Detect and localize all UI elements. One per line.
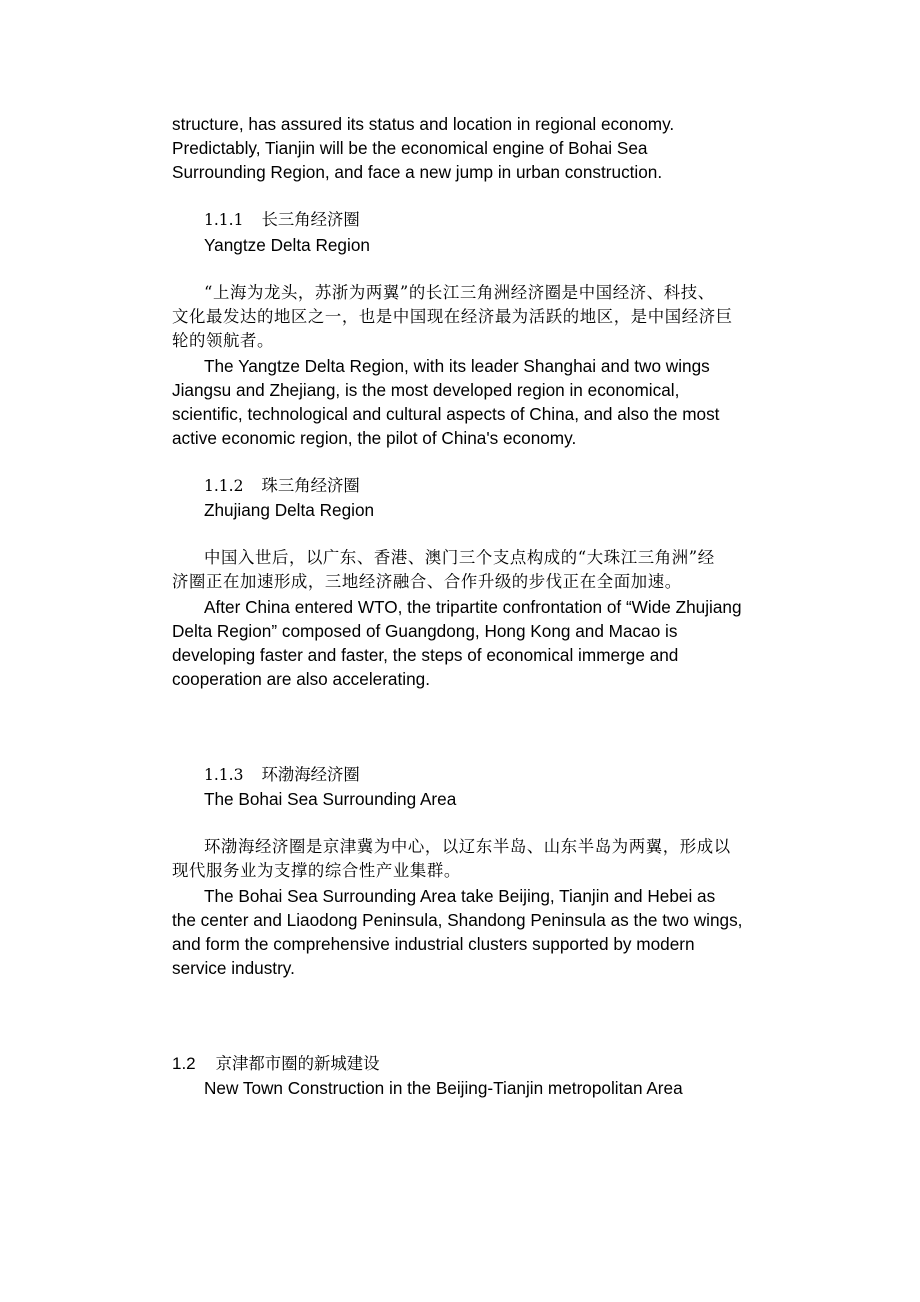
zh-paragraph-line: 文化最发达的地区之一，也是中国现在经济最为活跃的地区，是中国经济巨 (172, 307, 733, 326)
section-title-zh: 环渤海经济圈 (261, 765, 360, 784)
zh-paragraph-line: “上海为龙头，苏浙为两翼”的长江三角洲经济圈是中国经济、科技、 (204, 283, 715, 302)
en-paragraph-line: service industry. (172, 958, 295, 978)
intro-line-1: structure, has assured its status and location in regional economy. (172, 114, 675, 134)
section-title-zh: 珠三角经济圈 (261, 476, 360, 495)
section-heading (204, 474, 360, 498)
en-paragraph-line: cooperation are also accelerating. (172, 669, 430, 689)
chapter-number: 1.2 (172, 1054, 196, 1073)
en-paragraph-line: Delta Region” composed of Guangdong, Hong Kong and Macao is (172, 621, 678, 641)
en-paragraph-line: The Bohai Sea Surrounding Area take Beijing, Tianjin and Hebei as (204, 886, 716, 906)
section-title-en: Zhujiang Delta Region (204, 500, 375, 520)
en-paragraph-line: the center and Liaodong Peninsula, Shandong Peninsula as the two wings, (172, 910, 743, 930)
intro-line-2: Predictably, Tianjin will be the economical engine of Bohai Sea (172, 138, 648, 158)
en-paragraph-line: scientific, technological and cultural aspects of China, and also the most (172, 404, 720, 424)
en-paragraph-line: The Yangtze Delta Region, with its leader Shanghai and two wings (204, 356, 710, 376)
chapter-heading (172, 1052, 380, 1076)
chapter-title-zh: 京津都市圈的新城建设 (215, 1054, 380, 1073)
en-paragraph-line: and form the comprehensive industrial clusters supported by modern (172, 934, 695, 954)
section-title-en: The Bohai Sea Surrounding Area (204, 789, 457, 809)
zh-paragraph-line: 现代服务业为支撑的综合性产业集群。 (172, 861, 461, 880)
zh-paragraph-line: 轮的领航者。 (172, 331, 274, 350)
en-paragraph-line: active economic region, the pilot of China's economy. (172, 428, 577, 448)
zh-paragraph-line: 济圈正在加速形成，三地经济融合、合作升级的步伐正在全面加速。 (172, 572, 682, 591)
section-title-zh: 长三角经济圈 (261, 210, 360, 229)
en-paragraph-line: Jiangsu and Zhejiang, is the most developed region in economical, (172, 380, 680, 400)
chapter-title-en: New Town Construction in the Beijing-Tianjin metropolitan Area (204, 1078, 683, 1098)
section-number: 1.1.2 (204, 477, 244, 495)
en-paragraph-line: After China entered WTO, the tripartite confrontation of “Wide Zhujiang (204, 597, 742, 617)
intro-line-3: Surrounding Region, and face a new jump in urban construction. (172, 162, 663, 182)
section-heading (204, 208, 360, 232)
section-number: 1.1.3 (204, 766, 244, 784)
section-title-en: Yangtze Delta Region (204, 235, 370, 255)
zh-paragraph-line: 环渤海经济圈是京津冀为中心，以辽东半岛、山东半岛为两翼，形成以 (204, 837, 731, 856)
en-paragraph-line: developing faster and faster, the steps of economical immerge and (172, 645, 679, 665)
zh-paragraph-line: 中国入世后，以广东、香港、澳门三个支点构成的“大珠江三角洲”经 (204, 548, 715, 567)
section-heading (204, 763, 360, 787)
section-number: 1.1.1 (204, 211, 244, 229)
